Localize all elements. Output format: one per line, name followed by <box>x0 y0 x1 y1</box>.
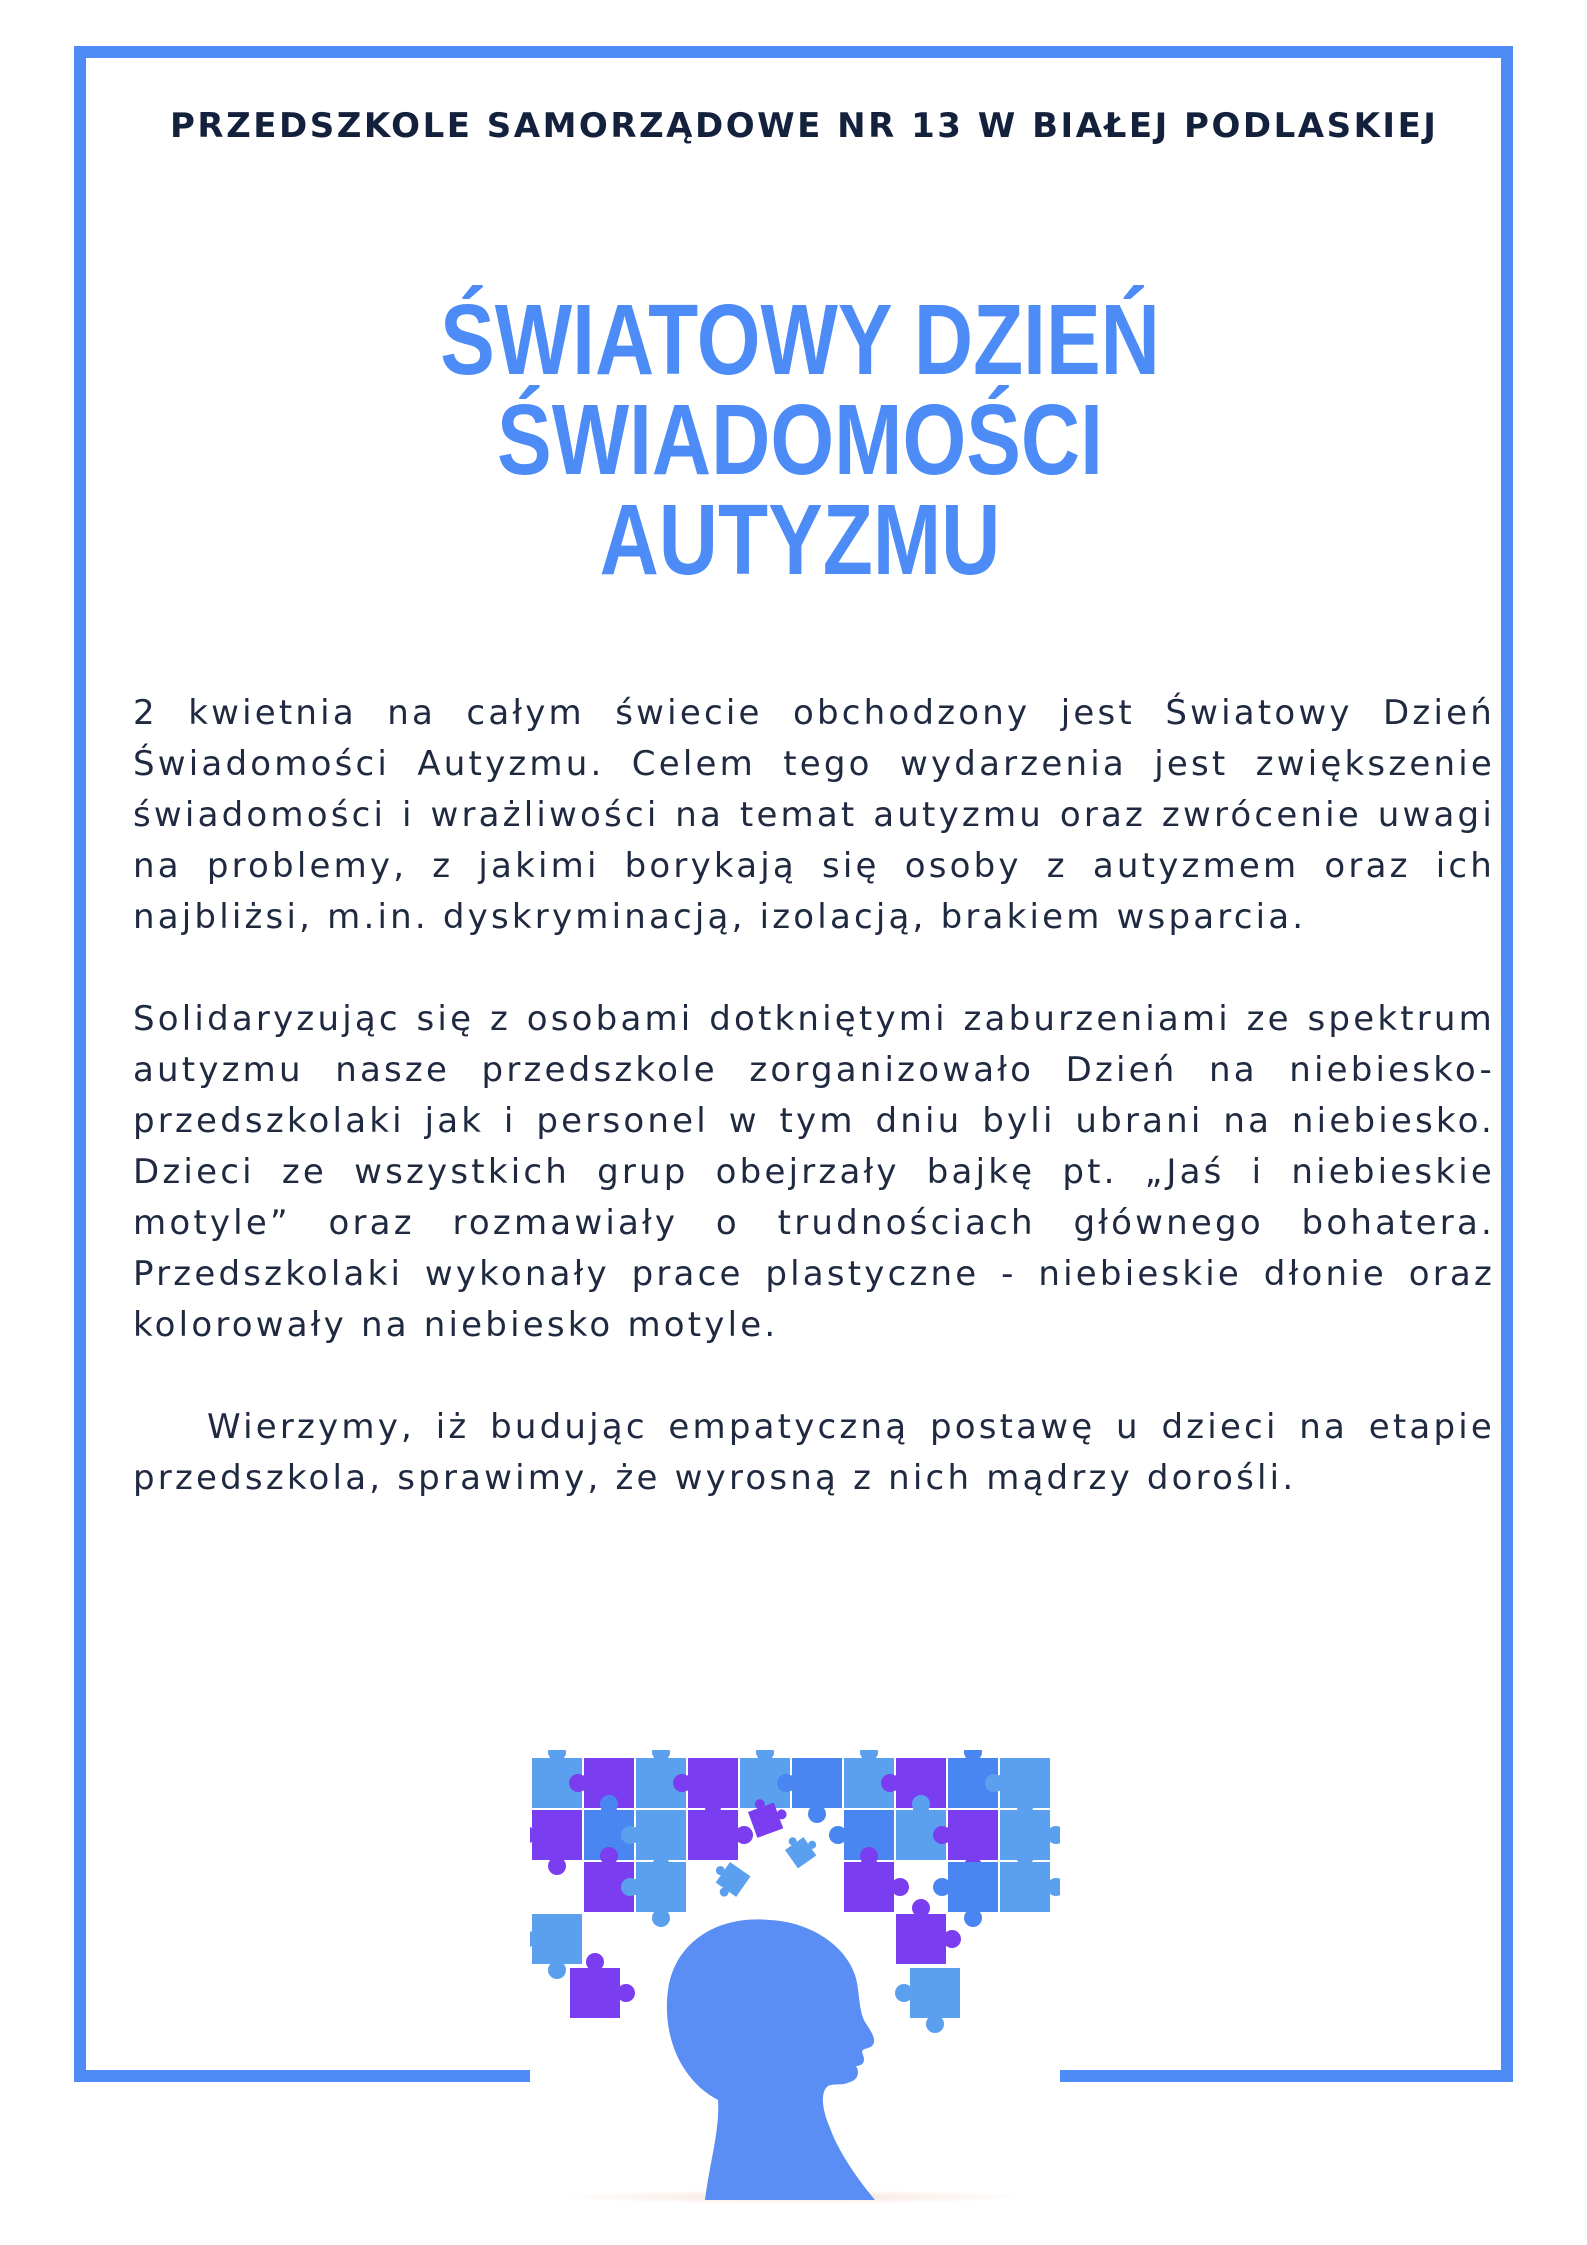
school-name: PRZEDSZKOLE SAMORZĄDOWE NR 13 W BIAŁEJ PODLASKIEJ <box>170 106 1439 146</box>
paragraph-intro: 2 kwietnia na całym świecie obchodzony jest Światowy Dzień Świadomości Autyzmu. Celem tego wydarzenia jest zwiększenie świadomości i wrażliwości na temat autyzmu oraz zwrócenie uwagi na problemy, z jakimi borykają się osoby z autyzmem oraz ich najbliżsi, m.in. dyskryminacją, izolacją, brakiem wsparcia. <box>133 693 1495 937</box>
page-title <box>259 284 1341 596</box>
title-line-1: ŚWIATOWY DZIEŃ ŚWIADOMOŚCI <box>440 284 1160 496</box>
title-line-2: AUTYZMU <box>599 484 1001 596</box>
paragraph-closing: Wierzymy, iż budując empatyczną postawę u dzieci na etapie przedszkola, sprawimy, że wyrosną z nich mądrzy dorośli. <box>133 1407 1495 1498</box>
puzzle-head-silhouette-icon <box>530 1750 1060 2200</box>
article-body <box>133 688 1495 1555</box>
child-silhouette <box>667 1919 875 2200</box>
paragraph-event: Solidaryzując się z osobami dotkniętymi zaburzeniami ze spektrum autyzmu nasze przedszkole zorganizowało Dzień na niebiesko- przedszkolaki jak i personel w tym dniu byli ubrani na niebiesko. Dzieci ze wszystkich grup obejrzały bajkę pt. „Jaś i niebieskie motyle” oraz rozmawiały o trudnościach głównego bohatera. Przedszkolaki wykonały prace plastyczne - niebieskie dłonie oraz kolorowały na niebiesko motyle. <box>133 999 1495 1345</box>
